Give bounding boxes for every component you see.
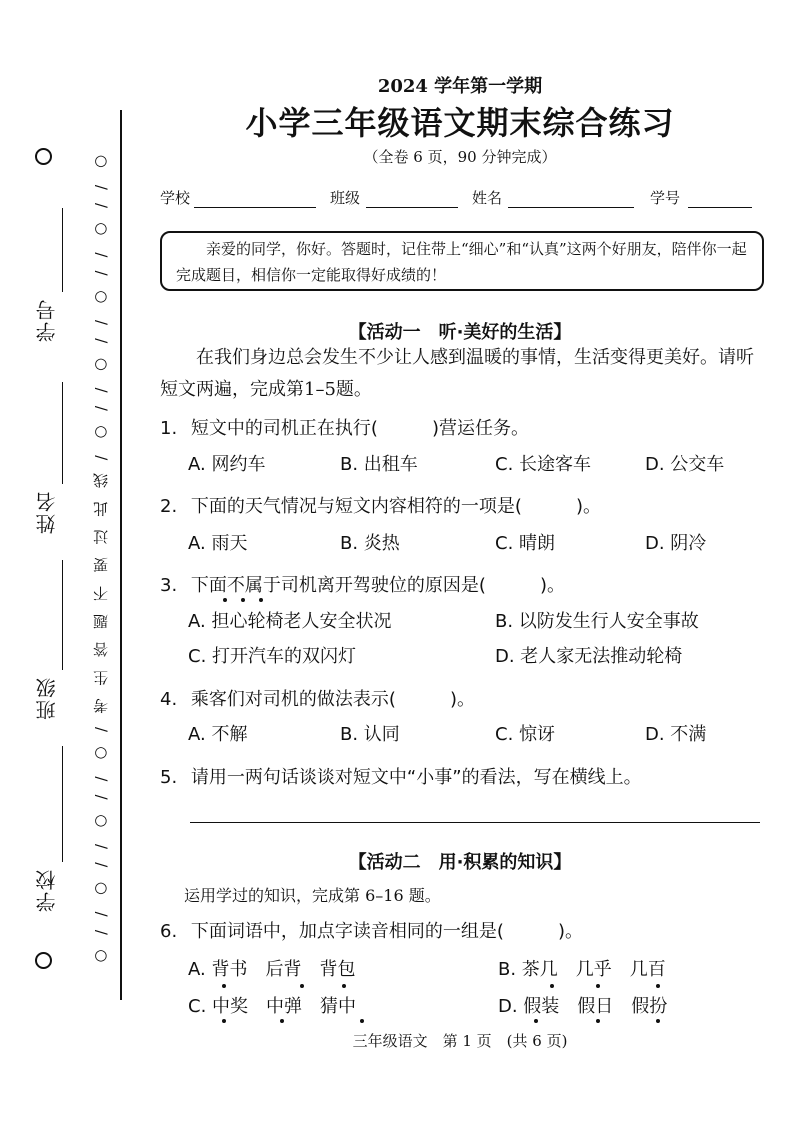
emphasis-dot	[222, 984, 226, 988]
activity-2-title: 【活动二 用·积累的知识】	[348, 852, 572, 873]
q3-option-b[interactable]: B. 以防发生行人安全事故	[495, 611, 699, 632]
question-text: 下面不属于司机离开驾驶位的原因是( )。	[190, 575, 565, 596]
question-4	[160, 685, 475, 711]
q3-option-a[interactable]: A. 担心轮椅老人安全状况	[188, 611, 392, 632]
emphasis-dot	[300, 984, 304, 988]
q2-option-b[interactable]: B. 炎热	[340, 533, 400, 554]
exam-subtitle: （全卷 6 页，90 分钟完成）	[363, 148, 557, 166]
q2-option-d[interactable]: D. 阴冷	[645, 533, 707, 554]
emphasis-dot	[280, 1019, 284, 1023]
question-6	[160, 917, 583, 943]
binding-class-label: 班级	[35, 676, 59, 720]
q4-option-c[interactable]: C. 惊讶	[495, 724, 556, 745]
question-number: 3.	[160, 575, 178, 596]
q6-option-c[interactable]: C. 中奖 中弹 猜中	[188, 996, 357, 1017]
notice-box: 亲爱的同学，你好。答题时，记住带上“细心”和“认真”这两个好朋友，陪伴你一起完成题目，相信你一定能取得好成绩的！	[160, 231, 764, 291]
emphasis-dot	[656, 984, 660, 988]
question-3	[160, 571, 565, 597]
cut-line-strip	[88, 130, 114, 990]
binding-border-line	[120, 110, 122, 1000]
q5-answer-line[interactable]	[190, 822, 760, 823]
class-label: 班级	[330, 189, 361, 207]
emphasis-dot	[342, 984, 346, 988]
class-blank[interactable]	[366, 207, 458, 208]
page-title: 小学三年级语文期末综合练习	[245, 104, 675, 142]
emphasis-dot	[550, 984, 554, 988]
activity-2-intro: 运用学过的知识，完成第 6–16 题。	[184, 886, 441, 905]
name-label: 姓名	[472, 189, 503, 207]
q2-option-a[interactable]: A. 雨天	[188, 533, 248, 554]
question-number: 1.	[160, 418, 178, 439]
question-number: 5.	[160, 767, 178, 788]
id-label: 学号	[650, 189, 681, 207]
binding-margin	[18, 130, 78, 990]
emphasis-dot	[360, 1019, 364, 1023]
question-text: 下面的天气情况与短文内容相符的一项是( )。	[190, 496, 601, 517]
emphasis-dot	[241, 598, 245, 602]
name-blank[interactable]	[508, 207, 634, 208]
question-number: 4.	[160, 689, 178, 710]
punch-hole-bottom	[35, 952, 52, 969]
emphasis-dot	[223, 598, 227, 602]
binding-school-label: 学校	[35, 868, 59, 912]
q3-option-d[interactable]: D. 老人家无法推动轮椅	[495, 646, 683, 667]
school-label: 学校	[160, 189, 191, 207]
activity-1-title: 【活动一 听·美好的生活】	[348, 322, 572, 343]
emphasis-dot	[222, 1019, 226, 1023]
q6-option-b[interactable]: B. 茶几 几乎 几百	[498, 959, 666, 980]
q1-option-d[interactable]: D. 公交车	[645, 454, 725, 475]
page-footer: 三年级语文 第 1 页 (共 6 页)	[352, 1032, 568, 1050]
q4-option-d[interactable]: D. 不满	[645, 724, 707, 745]
question-number: 2.	[160, 496, 178, 517]
question-text: 短文中的司机正在执行( )营运任务。	[190, 418, 529, 439]
q2-option-c[interactable]: C. 晴朗	[495, 533, 556, 554]
binding-name-blank	[62, 382, 63, 484]
semester-label: 2024 学年第一学期	[377, 76, 543, 97]
question-text: 下面词语中，加点字读音相同的一组是( )。	[190, 921, 583, 942]
question-5	[160, 763, 642, 789]
emphasis-dot	[656, 1019, 660, 1023]
emphasis-dot	[534, 1019, 538, 1023]
question-text: 请用一两句话谈谈对短文中“小事”的看法，写在横线上。	[190, 767, 642, 788]
activity-1-intro: 在我们身边总会发生不少让人感到温暖的事情，生活变得更美好。请听短文两遍，完成第1–5题。	[160, 347, 754, 400]
question-text: 乘客们对司机的做法表示( )。	[190, 689, 475, 710]
emphasis-dot	[596, 1019, 600, 1023]
binding-class-blank	[62, 560, 63, 670]
cut-line-text: ○ / / ○ / / ○ / / ○ / 考 生 答 题 不 要 过 此 线 / ○ / / ○ / / ○ / / ○ / / ○	[92, 149, 110, 966]
id-blank[interactable]	[688, 207, 752, 208]
q3-option-c[interactable]: C. 打开汽车的双闪灯	[188, 646, 357, 667]
q4-option-b[interactable]: B. 认同	[340, 724, 400, 745]
q1-option-b[interactable]: B. 出租车	[340, 454, 418, 475]
q1-option-a[interactable]: A. 网约车	[188, 454, 266, 475]
emphasis-dot	[259, 598, 263, 602]
question-2	[160, 492, 601, 518]
q1-option-c[interactable]: C. 长途客车	[495, 454, 592, 475]
binding-name-label: 姓名	[35, 490, 59, 534]
binding-id-blank	[62, 208, 63, 292]
q4-option-a[interactable]: A. 不解	[188, 724, 248, 745]
question-1	[160, 414, 529, 440]
binding-id-label: 学号	[35, 298, 59, 342]
q6-option-a[interactable]: A. 背书 后背 背包	[188, 959, 356, 980]
q6-option-d[interactable]: D. 假装 假日 假扮	[498, 996, 668, 1017]
punch-hole-top	[35, 148, 52, 165]
emphasis-dot	[596, 984, 600, 988]
school-blank[interactable]	[194, 207, 316, 208]
binding-school-blank	[62, 746, 63, 862]
question-number: 6.	[160, 921, 178, 942]
